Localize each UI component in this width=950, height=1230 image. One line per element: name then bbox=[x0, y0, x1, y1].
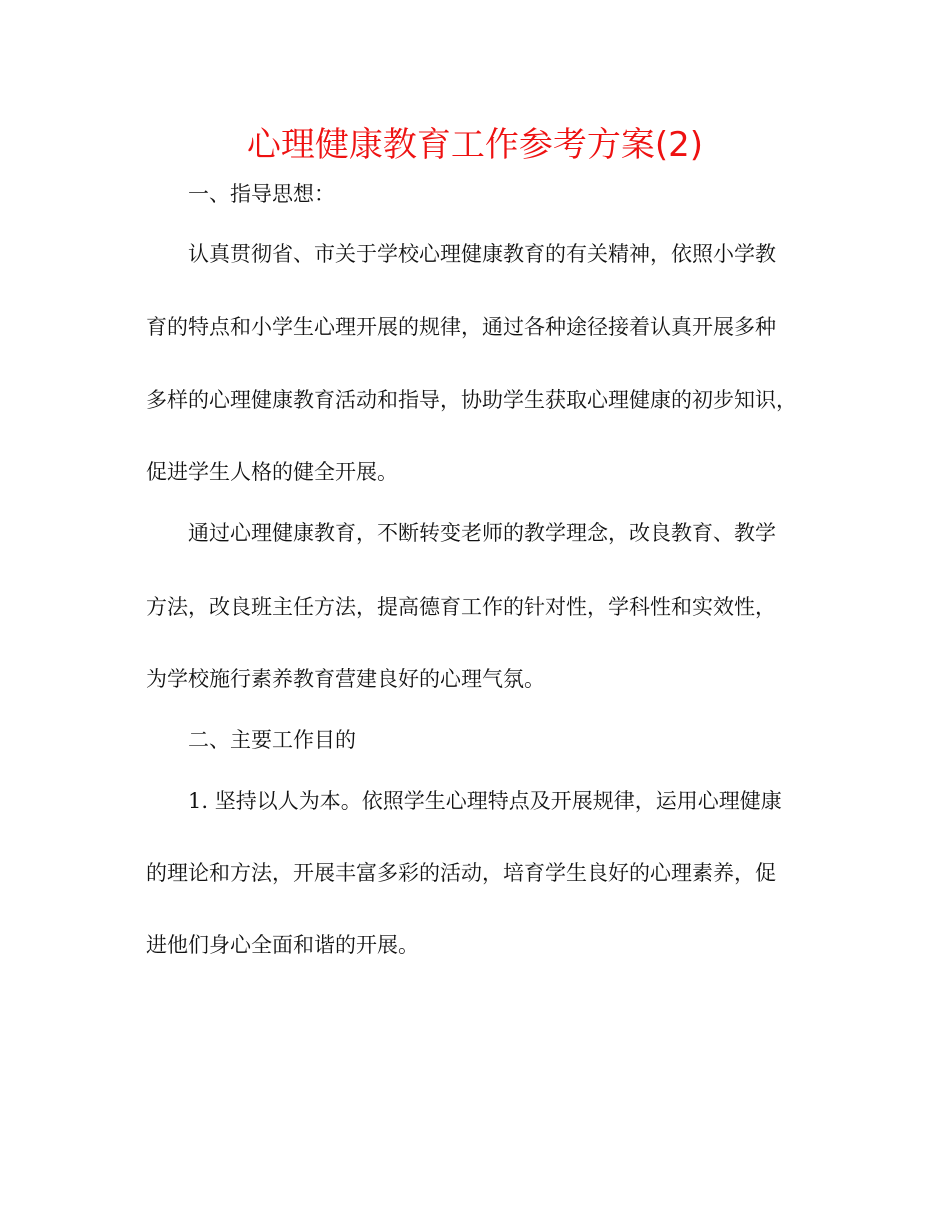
paragraph-line: 认真贯彻省、市关于学校心理健康教育的有关精神，依照小学教 bbox=[188, 242, 776, 266]
paragraph-line: 方法，改良班主任方法，提高德育工作的针对性，学科性和实效性， bbox=[146, 595, 776, 619]
paragraph-line: 为学校施行素养教育营建良好的心理气氛。 bbox=[146, 667, 545, 691]
paragraph-line: 育的特点和小学生心理开展的规律，通过各种途径接着认真开展多种 bbox=[146, 315, 776, 339]
paragraph-line: 的理论和方法，开展丰富多彩的活动，培育学生良好的心理素养，促 bbox=[146, 861, 776, 885]
section-heading-guiding-ideology: 一、指导思想： bbox=[188, 182, 335, 206]
paragraph-line: 进他们身心全面和谐的开展。 bbox=[146, 933, 419, 957]
paragraph-line: 通过心理健康教育，不断转变老师的教学理念，改良教育、教学 bbox=[188, 521, 776, 545]
document-title: 心理健康教育工作参考方案(2) bbox=[246, 125, 704, 165]
paragraph-line: 促进学生人格的健全开展。 bbox=[146, 460, 398, 484]
paragraph-line: 1. 坚持以人为本。依照学生心理特点及开展规律，运用心理健康 bbox=[188, 789, 782, 813]
paragraph-line: 多样的心理健康教育活动和指导，协助学生获取心理健康的初步知识， bbox=[146, 388, 797, 412]
section-heading-main-goals: 二、主要工作目的 bbox=[188, 728, 356, 752]
